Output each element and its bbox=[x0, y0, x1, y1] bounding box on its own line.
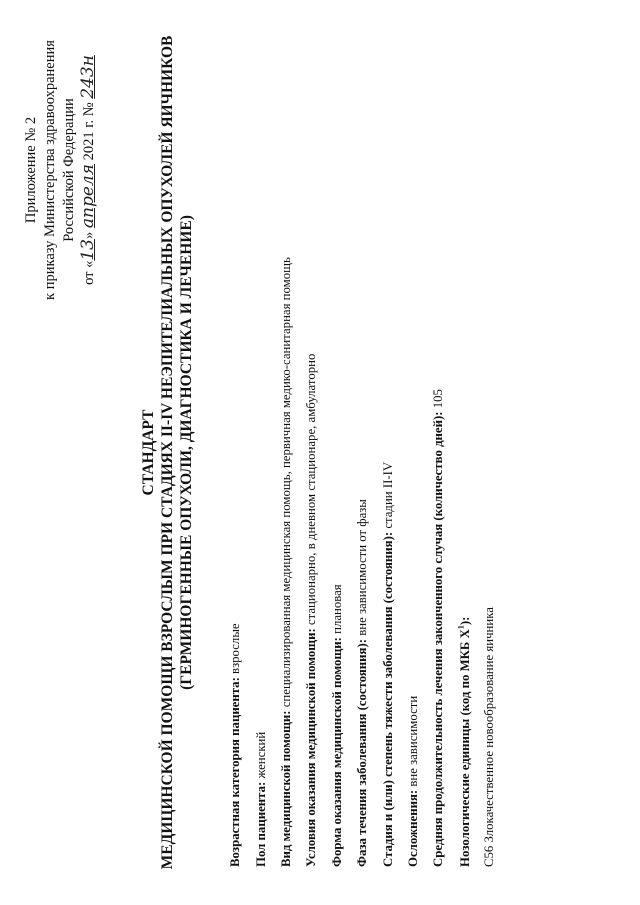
field-care-type: Вид медицинской помощи: специализированная медицинская помощь, первичная медико-санитарная помощь bbox=[279, 257, 293, 867]
appendix-header bbox=[22, 25, 99, 315]
order-date-line: от «13» апреля 2021 г. № 243н bbox=[78, 55, 98, 285]
field-disease-phase: Фаза течения заболевания (состояния): вне зависимости от фазы bbox=[355, 499, 369, 867]
document-title: СТАНДАРТ bbox=[140, 409, 157, 496]
diagnosis-code: C56 Злокачественное новообразование яичника bbox=[482, 607, 496, 867]
order-federation: Российской Федерации bbox=[61, 98, 77, 242]
document-subtitle: МЕДИЦИНСКОЙ ПОМОЩИ ВЗРОСЛЫМ ПРИ СТАДИЯХ II-IV НЕЭПИТЕЛИАЛЬНЫХ ОПУХОЛЕЙ ЯИЧНИКОВ bbox=[159, 35, 176, 870]
field-sex: Пол пациента: женский bbox=[254, 731, 268, 867]
appendix-number: Приложение № 2 bbox=[23, 116, 39, 224]
field-disease-stage: Стадия и (или) степень тяжести заболевания (состояния): стадии II-IV bbox=[381, 461, 395, 867]
handwritten-day: 13 bbox=[78, 239, 98, 261]
field-complications: Осложнения: вне зависимости bbox=[406, 695, 420, 867]
field-nosology: Нозологические единицы (код по МКБ $X^1$): bbox=[457, 616, 473, 867]
field-care-conditions: Условия оказания медицинской помощи: стационарно, в дневном стационаре, амбулаторно bbox=[304, 353, 318, 867]
field-age: Возрастная категория пациента: взрослые bbox=[228, 623, 242, 867]
document-subtitle-2: (ГЕРМИНОГЕННЫЕ ОПУХОЛИ, ДИАГНОСТИКА И ЛЕЧЕНИЕ) bbox=[178, 215, 195, 690]
field-care-form: Форма оказания медицинской помощи: плановая bbox=[330, 584, 344, 867]
handwritten-month: апреля bbox=[78, 164, 98, 229]
order-ministry: к приказу Министерства здравоохранения bbox=[42, 40, 58, 300]
handwritten-number: 243н bbox=[78, 55, 98, 99]
field-treatment-duration: Средняя продолжительность лечения законченного случая (количество дней): 105 bbox=[431, 389, 445, 867]
